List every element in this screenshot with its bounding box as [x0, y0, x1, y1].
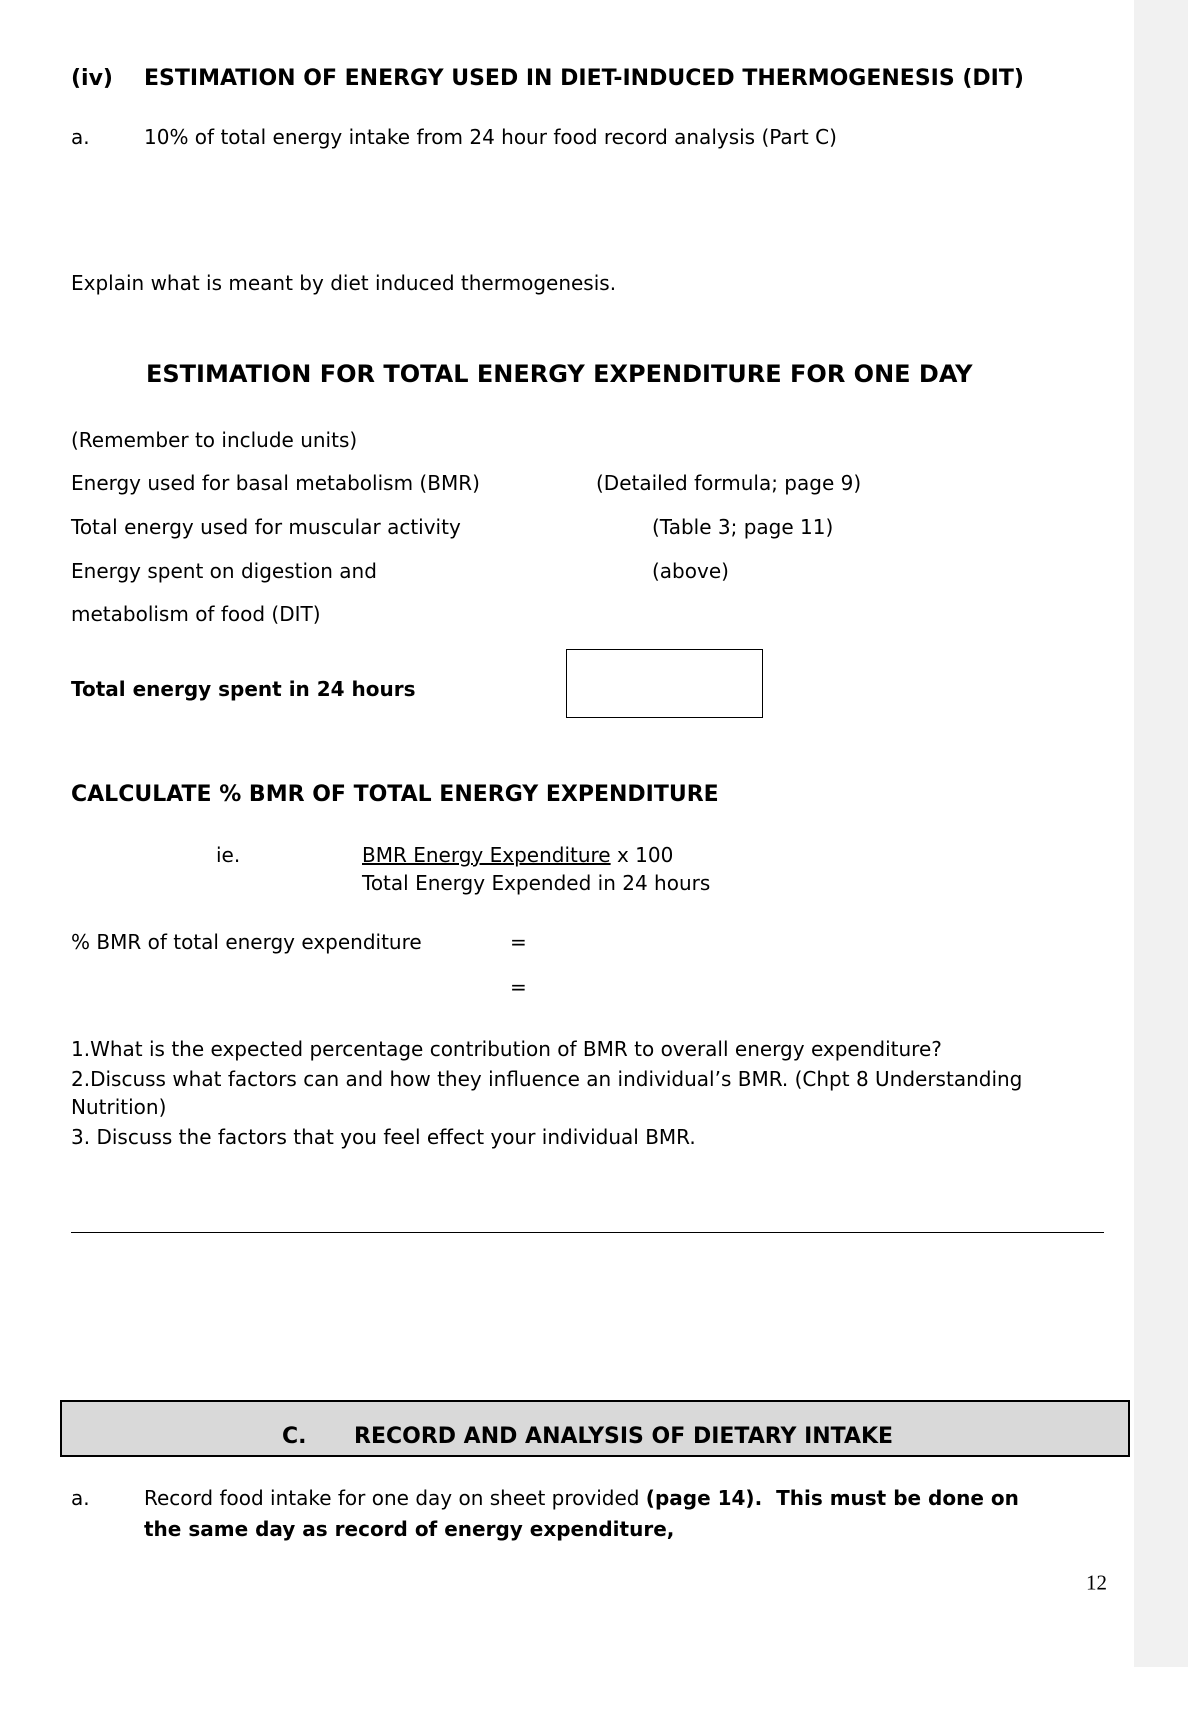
total-label: Total energy spent in 24 hours: [71, 677, 416, 701]
equals-sign: =: [510, 975, 527, 999]
question: 1.What is the expected percentage contribution of BMR to overall energy expenditure?: [71, 1037, 942, 1061]
multiplier: x 100: [610, 843, 674, 867]
question: 3. Discuss the factors that you feel effect your individual BMR.: [71, 1125, 696, 1149]
row-ref: (above): [652, 559, 729, 583]
item-label: a.: [71, 125, 90, 149]
row-ref: (Detailed formula; page 9): [596, 471, 862, 495]
section-c-letter: C.: [282, 1424, 307, 1449]
numerator-text: BMR Energy Expenditure: [362, 843, 611, 867]
answer-line: [71, 1232, 1104, 1233]
explain-prompt: Explain what is meant by diet induced thermogenesis.: [71, 271, 617, 295]
item-text-plain: Record food intake for one day on sheet provided: [144, 1486, 646, 1510]
row-label: Energy used for basal metabolism (BMR): [71, 471, 480, 495]
page-number: 12: [1086, 1570, 1107, 1595]
row-label: metabolism of food (DIT): [71, 602, 321, 626]
question: 2.Discuss what factors can and how they influence an individual’s BMR. (Chpt 8 Understanding: [71, 1067, 1023, 1091]
formula-numerator: [362, 845, 673, 865]
bmr-percent-heading: CALCULATE % BMR OF TOTAL ENERGY EXPENDITURE: [71, 782, 719, 807]
emphasis: This must be done on: [762, 1486, 1019, 1510]
section-heading: ESTIMATION OF ENERGY USED IN DIET-INDUCED THERMOGENESIS (DIT): [144, 66, 1024, 91]
section-c-title: RECORD AND ANALYSIS OF DIETARY INTAKE: [354, 1424, 894, 1449]
item-text: [144, 1488, 1019, 1508]
page-ref: (page 14).: [645, 1486, 763, 1510]
equals-sign: =: [510, 930, 527, 954]
total-answer-box[interactable]: [566, 649, 763, 718]
section-number: (iv): [71, 66, 113, 91]
item-label: a.: [71, 1486, 90, 1510]
row-label: Energy spent on digestion and: [71, 559, 377, 583]
item-text-line2: the same day as record of energy expenditure,: [144, 1517, 675, 1541]
row-label: Total energy used for muscular activity: [71, 515, 461, 539]
formula-denominator: Total Energy Expended in 24 hours: [362, 871, 711, 895]
question: Nutrition): [71, 1095, 167, 1119]
units-reminder: (Remember to include units): [71, 428, 358, 452]
ie-label: ie.: [216, 843, 241, 867]
row-ref: (Table 3; page 11): [652, 515, 834, 539]
page-margin: [1134, 0, 1188, 1667]
result-label: % BMR of total energy expenditure: [71, 930, 422, 954]
item-text: 10% of total energy intake from 24 hour food record analysis (Part C): [144, 125, 837, 149]
total-energy-heading: ESTIMATION FOR TOTAL ENERGY EXPENDITURE FOR ONE DAY: [146, 360, 973, 388]
